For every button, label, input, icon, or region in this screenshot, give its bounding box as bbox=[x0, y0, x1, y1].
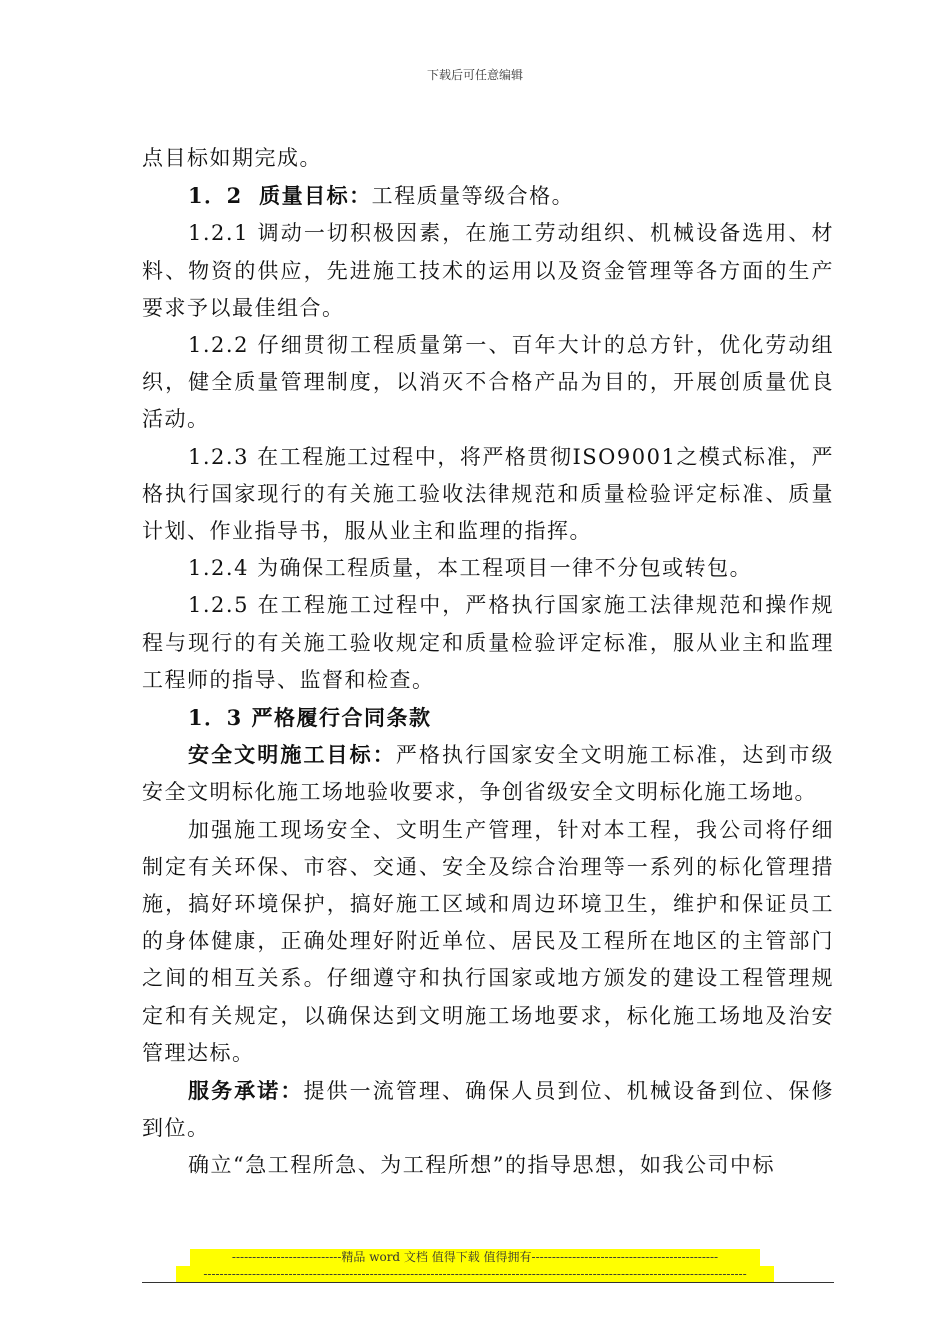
paragraph: 1.2.4 为确保工程质量，本工程项目一律不分包或转包。 bbox=[188, 556, 753, 581]
paragraph: 1.2.5 在工程施工过程中，严格执行国家施工法律规范和操作规程与现行的有关施工验收规定和质量检验评定标准，服从业主和监理工程师的指导、监督和检查。 bbox=[142, 593, 834, 692]
paragraph: 加强施工现场安全、文明生产管理，针对本工程，我公司将仔细制定有关环保、市容、交通、安全及综合治理等一系列的标化管理措施，搞好环境保护，搞好施工区域和周边环境卫生，维护和保证员工的身体健康，正确处理好附近单位、居民及工程所在地区的主管部门之间的相互关系。仔细遵守和执行国家或地方颁发的建设工程管理规定和有关规定，以确保达到文明施工场地要求，标化施工场地及治安管理达标。 bbox=[142, 817, 834, 1065]
safety-goal-paragraph bbox=[142, 736, 834, 811]
section-heading: 质量目标： bbox=[259, 183, 372, 209]
service-promise-label: 服务承诺： bbox=[188, 1078, 304, 1104]
footer-dashes: -------------------------------------------------------------------------------------------------------------------------------------- bbox=[176, 1266, 774, 1283]
paragraph: 点目标如期完成。 bbox=[142, 146, 322, 170]
page-footer bbox=[0, 1249, 950, 1283]
paragraph: 1.2.3 在工程施工过程中，将严格贯彻ISO9001之模式标准，严格执行国家现行的有关施工验收法律规范和质量检验评定标准、质量计划、作业指导书，服从业主和监理的指挥。 bbox=[142, 444, 834, 544]
section-text: 工程质量等级合格。 bbox=[371, 184, 575, 209]
paragraph: 1.2.2 仔细贯彻工程质量第一、百年大计的总方针，优化劳动组织，健全质量管理制度，以消灭不合格产品为目的，开展创质量优良活动。 bbox=[142, 333, 834, 432]
paragraph: 1.2.1 调动一切积极因素，在施工劳动组织、机械设备选用、材料、物资的供应，先进施工技术的运用以及资金管理等各方面的生产要求予以最佳组合。 bbox=[142, 221, 834, 320]
section-heading-contract: 1．3 严格履行合同条款 bbox=[188, 705, 432, 731]
section-quality-goal bbox=[142, 177, 834, 215]
service-promise-text: 提供一流管理、确保人员到位、机械设备到位、保修到位。 bbox=[142, 1079, 835, 1141]
safety-goal-label: 安全文明施工目标： bbox=[188, 742, 396, 768]
footer-banner: ---------------------------精品 word 文档 值得下载 值得拥有---------------------------------------------- bbox=[190, 1249, 760, 1266]
page-header: 下载后可任意编辑 bbox=[426, 68, 523, 82]
section-number: 1．2 bbox=[188, 183, 243, 209]
paragraph: 确立“急工程所急、为工程所想”的指导思想，如我公司中标 bbox=[188, 1153, 775, 1178]
footer-rule bbox=[142, 1282, 834, 1283]
document-body bbox=[142, 140, 834, 1185]
safety-goal-text: 严格执行国家安全文明施工标准，达到市级安全文明标化施工场地验收要求，争创省级安全文明标化施工场地。 bbox=[142, 743, 835, 805]
service-promise-paragraph bbox=[142, 1072, 834, 1147]
